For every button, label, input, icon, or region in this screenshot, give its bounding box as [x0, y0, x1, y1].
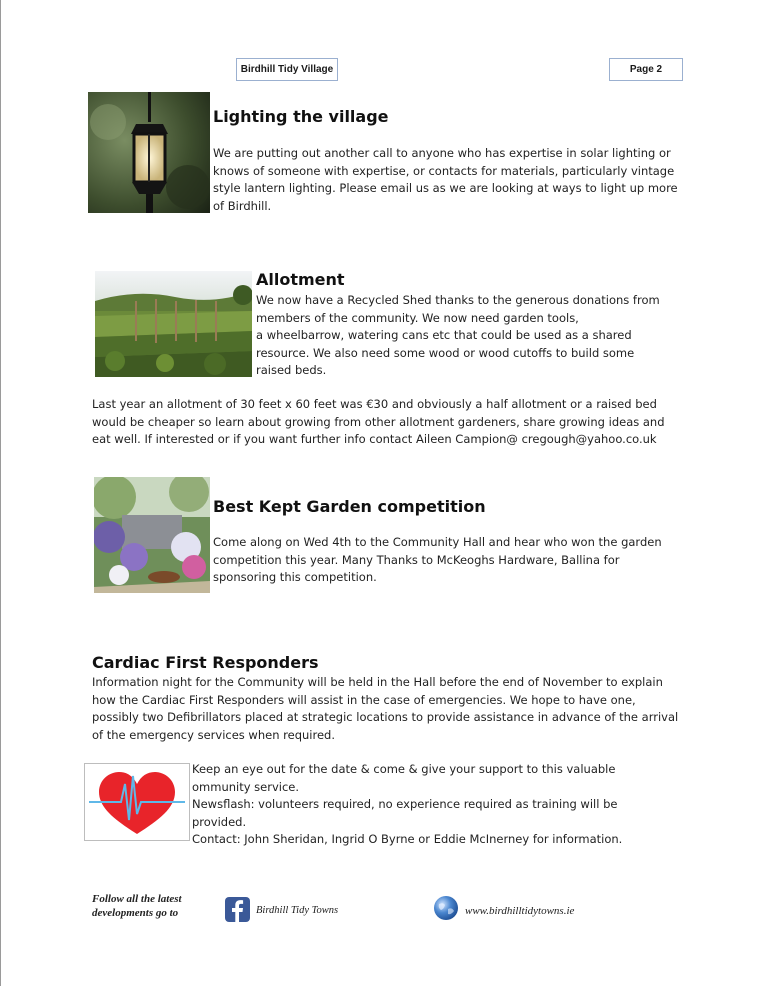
page-number: [609, 58, 683, 81]
cardiac-box-line: Contact: John Sheridan, Ingrid O Byrne or Eddie McInerney for information.: [192, 832, 623, 846]
cardiac-box-line: Keep an eye out for the date & come & give your support to this valuable: [192, 762, 616, 776]
cardiac-line: possibly two Defibrillators placed at strategic locations to provide assistance in advance of the arrival: [92, 710, 679, 724]
lighting-title: Lighting the village: [213, 107, 389, 126]
garden-line: competition this year. Many Thanks to McKeoghs Hardware, Ballina for: [213, 552, 620, 567]
cardiac-text: [92, 674, 678, 744]
facebook-link[interactable]: Birdhill Tidy Towns: [256, 905, 339, 916]
lighting-text: [213, 145, 678, 215]
cardiac-box-text: [192, 761, 622, 849]
allotment-line: resource. We also need some wood or wood cutoffs to build some: [256, 345, 635, 360]
garden-text: [213, 534, 662, 587]
garden-line: sponsoring this competition.: [213, 570, 377, 584]
cardiac-line: of the emergency services when required.: [92, 727, 335, 742]
allotment-text: [256, 292, 660, 380]
header-title: [236, 58, 338, 81]
page-edge: [0, 0, 1, 986]
globe-icon[interactable]: [433, 895, 459, 921]
heart-ecg-icon: [84, 763, 190, 841]
header-title-text: Birdhill Tidy Village: [240, 64, 334, 75]
allotment-line: members of the community. We now need garden tools,: [256, 310, 579, 325]
cardiac-box-line: ommunity service.: [192, 779, 300, 794]
lighting-line: We are putting out another call to anyone who has expertise in solar lighting or: [213, 146, 671, 160]
footer-follow-line: developments go to: [92, 907, 179, 919]
allotment-extra-line: eat well. If interested or if you want further info contact Aileen Campion@ cregough@yahoo.co.uk: [92, 432, 657, 446]
cardiac-box-line: Newsflash: volunteers required, no experience required as training will be: [192, 797, 618, 811]
lighting-line: of Birdhill.: [213, 198, 272, 213]
cardiac-line: Information night for the Community will be held in the Hall before the end of November to explain: [92, 675, 663, 689]
allotment-extra-line: Last year an allotment of 30 feet x 60 feet was €30 and obviously a half allotment or a raised bed: [92, 397, 657, 411]
website-link[interactable]: www.birdhilltidytowns.ie: [465, 905, 575, 917]
allotment-line: We now have a Recycled Shed thanks to the generous donations from: [256, 293, 660, 307]
allotment-extra-line: would be cheaper so learn about growing from other allotment gardeners, share growing ideas and: [92, 414, 665, 429]
garden-title: Best Kept Garden competition: [213, 497, 486, 516]
allotment-extra-text: [92, 396, 665, 449]
garden-image: [94, 477, 210, 593]
lantern-image: [88, 92, 210, 213]
page-number-text: Page 2: [629, 64, 663, 75]
garden-line: Come along on Wed 4th to the Community Hall and hear who won the garden: [213, 535, 662, 549]
allotment-title: Allotment: [256, 270, 345, 289]
cardiac-box-line: provided.: [192, 814, 247, 829]
cardiac-title: Cardiac First Responders: [92, 653, 319, 672]
facebook-icon[interactable]: [225, 897, 250, 922]
footer-follow-line: Follow all the latest: [92, 893, 182, 905]
lighting-line: style lantern lighting. Please email us as we are looking at ways to light up more: [213, 181, 678, 195]
allotment-line: raised beds.: [256, 363, 327, 377]
cardiac-line: how the Cardiac First Responders will assist in the case of emergencies. We hope to have one,: [92, 692, 636, 707]
footer-follow: [92, 892, 182, 920]
allotment-image: [95, 271, 252, 377]
lighting-line: knows of someone with expertise, or contacts for materials, particularly vintage: [213, 163, 675, 178]
allotment-line: a wheelbarrow, watering cans etc that could be used as a shared: [256, 328, 632, 342]
